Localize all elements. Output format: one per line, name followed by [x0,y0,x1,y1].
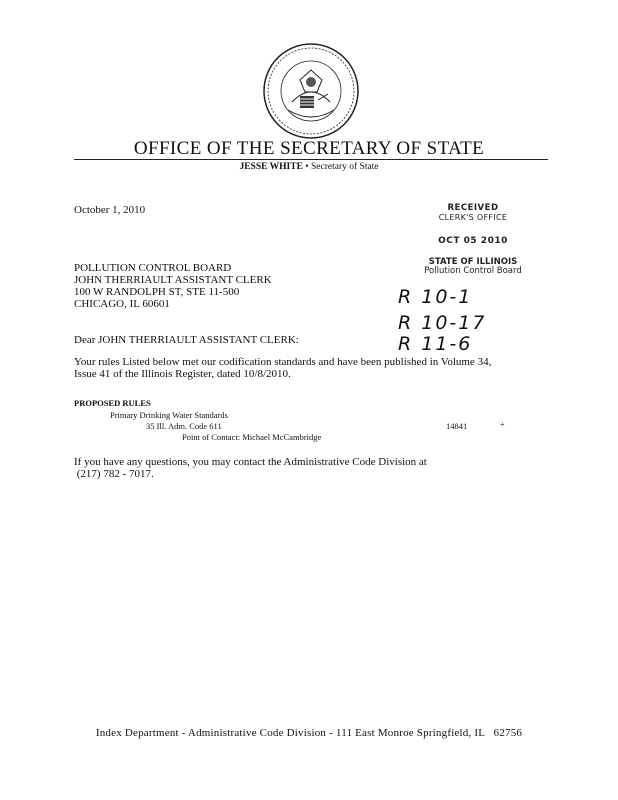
closing-line: (217) 782 - 7017. [74,468,154,480]
stamp-date: OCT 05 2010 [438,236,508,246]
handwritten-docket: R 11-6 [398,333,473,355]
stamp-state: STATE OF ILLINOIS [428,257,518,267]
stamp-clerks-office: CLERK'S OFFICE [438,213,508,222]
rule-code: 35 Ill. Adm. Code 611 [146,421,222,431]
handwritten-docket: R 10-1 [398,286,473,308]
address-line: POLLUTION CONTROL BOARD [74,262,232,274]
received-stamp [408,204,538,276]
rule-mark: + [500,420,505,429]
address-line: CHICAGO, IL 60601 [74,298,170,310]
salutation: Dear JOHN THERRIAULT ASSISTANT CLERK: [74,334,299,346]
subtitle-separator: • [305,162,311,172]
letter-date: October 1, 2010 [74,204,146,216]
header-subtitle [0,162,618,172]
body-paragraph [74,356,491,380]
body-line: Issue 41 of the Illinois Register, dated 10/8/2010. [74,368,291,380]
secretary-role: Secretary of State [311,162,379,172]
body-line: Your rules Listed below met our codification standards and have been published in Volume 34, [74,356,492,368]
stamp-received: RECEIVED [447,203,499,213]
address-line: 100 W RANDOLPH ST, STE 11-500 [74,286,240,298]
stamp-board: Pollution Control Board [424,266,522,276]
footer-address: Index Department - Administrative Code Division - 111 East Monroe Springfield, IL 62756 [95,727,523,739]
secretary-name: JESSE WHITE [239,162,303,172]
rule-page-number: 14841 [446,421,468,431]
closing-line: If you have any questions, you may contact the Administrative Code Division at [74,456,427,468]
recipient-address [74,262,272,310]
header-rule [74,159,548,160]
header-rule-tick [532,159,546,160]
state-seal-icon [262,42,360,140]
office-title: OFFICE OF THE SECRETARY OF STATE [133,138,485,159]
proposed-rules-heading: PROPOSED RULES [74,398,151,408]
rule-name: Primary Drinking Water Standards [110,410,228,420]
handwritten-docket: R 10-17 [398,312,487,334]
rule-contact: Point of Contact: Michael McCambridge [182,432,322,442]
closing-paragraph [74,456,427,480]
address-line: JOHN THERRIAULT ASSISTANT CLERK [74,274,272,286]
